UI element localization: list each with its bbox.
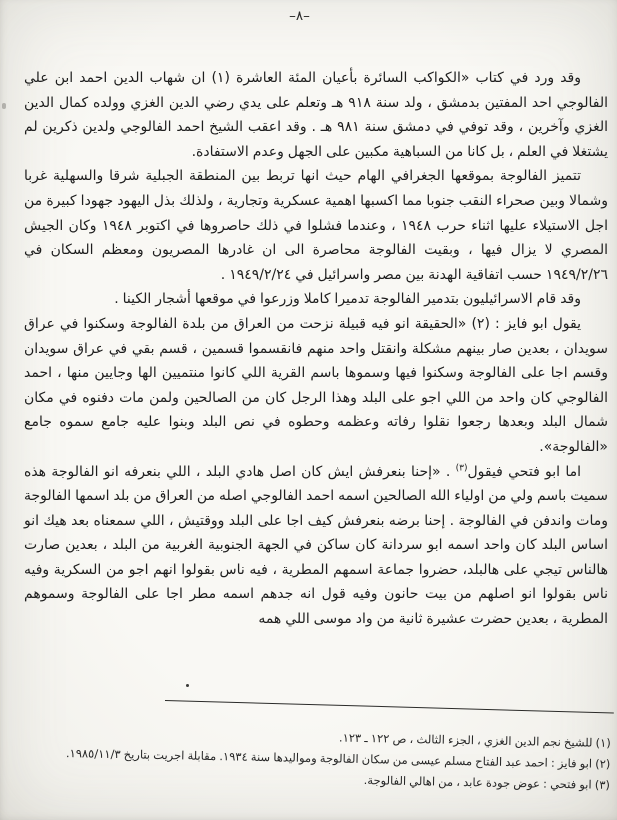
paragraph-abu-fayez-quote: يقول ابو فايز : (٢) «الحقيقة انو فيه قبيلة نزحت من العراق من بلدة الفالوجة وسكنوا في عراق سويدان ، بعدين صار بينهم مشكلة وانقتل واحد منهم فانقسموا قسمين ، قسم بقي في عراق سويدان وقسم اجا على الفالوجة وسكنوا فيها وسموها باسم القرية اللي كانوا منتميين الها وجايين منها ، احمد الفالوجي كان واحد من اللي اجو على البلد وهذا الرجل كان من الصالحين ولمن مات دفنوه في مكان شمال البلد وبعدها رجعوا نقلوا رفاته وعظمه وحطوه في نص البلد وبنوا عليه جامع سموه جامع «الفالوجة». bbox=[24, 315, 608, 455]
scan-dot bbox=[186, 684, 189, 687]
footnote-2: (٢) ابو فايز : احمد عبد الفتاح مسلم عيسى من سكان الفالوجة ومواليدها سنة ١٩٣٤. مقابلة اجريت بتاريخ ١٩٨٥/١١/٣. bbox=[65, 746, 611, 771]
footnote-separator-line bbox=[165, 700, 614, 714]
paragraph-abu-fathi-quote bbox=[24, 460, 608, 632]
scan-speck bbox=[2, 103, 6, 109]
paragraph-destruction: وقد قام الاسرائيليون بتدمير الفالوجة تدميرا كاملا وزرعوا في موقعها أشجار الكينا . bbox=[114, 291, 581, 308]
paragraph-geographic-importance: تتميز الفالوجة بموقعها الجغرافي الهام حيث انها تربط بين المنطقة الجبلية شرقا والسهلية غربا وشمالا وبين صحراء النقب جنوبا مما اكسبها اهمية عسكرية وتجارية ، ولذلك بذل اليهود جهودا كبيرة من اجل الاستيلاء عليها اثناء حرب ١٩٤٨ ، وعندما فشلوا في ذلك حاصروها في اكتوبر ١٩٤٨ وكان الجيش المصري لا يزال فيها ، وبقيت الفالوجة محاصرة الى ان غادرها المصريون ومعظم السكان في ١٩٤٩/٢/٢٦ حسب اتفاقية الهدنة بين مصر واسرائيل في ١٩٤٩/٢/٢٤ . bbox=[24, 168, 608, 283]
footnote-reference-3: (٣) bbox=[455, 462, 468, 473]
paragraph-kawakib-biography: وقد ورد في كتاب «الكواكب السائرة بأعيان المئة العاشرة (١) ان شهاب الدين احمد ابن علي الفالوجي احد المفتين بدمشق ، ولد سنة ٩١٨ هـ وتعلم على يدي رضي الدين الغزي وولده كمال الدين الغزي وآخرين ، وقد توفي في دمشق سنة ٩٨١ هـ . وقد اعقب الشيخ احمد الفالوجي ولدين ذكرين لم يشتغلا في العلم ، بل كانا من السباهية مكبين على الجهل وعدم الاستفادة. bbox=[24, 70, 609, 160]
paragraph-abu-fathi-lead: اما ابو فتحي فيقول bbox=[467, 463, 581, 480]
footnotes bbox=[1, 721, 611, 796]
paragraph-abu-fathi-rest: . «إحنا بنعرفش ايش كان اصل هادي البلد ، اللي بنعرفه انو الفالوجة هذه سميت باسم ولي من اولياء الله الصالحين اسمه احمد الفالوجي اصله من العراق من بلد اسمها الفالوجة ومات واندفن في الفالوجة . إحنا برضه بنعرفش كيف اجا على البلد ووقتيش ، اللي سمعناه بعد هيك انو اساس البلد كان واحد اسمه ابو سردانة كان ساكن في الجهة الجنوبية الغربية من البلد ، بعدين صارت هالناس تيجي على هالبلد، حضروا جماعة اسمهم المطرية ، فيه ناس بقولوا انهم اجو من السكرية وفيه ناس بقولوا انو اصلهم من بيت حانون وفيه قول انه جدهم اسمه مطر اجا على الفالوجة وسموهم المطرية ، بعدين حضرت عشيرة ثانية من واد موسى اللي همه bbox=[24, 463, 608, 628]
footnote-1: (١) للشيخ نجم الدين الغزي ، الجزء الثالث ، ص ١٢٢ ـ ١٢٣. bbox=[338, 730, 611, 750]
footnote-3: (٣) ابو فتحي : عوض جودة عابد ، من اهالي الفالوجة. bbox=[363, 773, 611, 792]
body-text bbox=[24, 66, 608, 632]
page-number: –٨– bbox=[289, 8, 310, 24]
